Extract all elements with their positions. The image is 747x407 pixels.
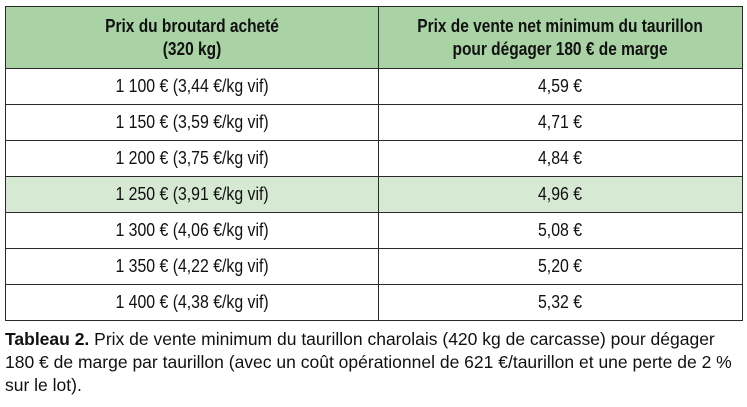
sale-price-cell	[379, 69, 743, 105]
sale-price-text: 4,96 €	[538, 184, 583, 204]
sale-price-cell	[379, 213, 743, 249]
sale-price-cell	[379, 177, 743, 213]
purchase-price-text: 1 400 € (4,38 €/kg vif)	[115, 292, 269, 312]
table-caption	[5, 328, 742, 397]
sale-price-cell	[379, 249, 743, 285]
sale-price-text: 4,59 €	[538, 76, 583, 96]
sale-price-text: 4,84 €	[538, 148, 583, 168]
purchase-price-text: 1 200 € (3,75 €/kg vif)	[115, 148, 269, 168]
header-min-sale-price-line1: Prix de vente net minimum du taurillon	[417, 15, 704, 36]
table-header-row	[6, 7, 743, 69]
table-container	[5, 6, 742, 321]
table-row	[6, 285, 743, 321]
purchase-price-cell	[6, 177, 379, 213]
table-row	[6, 105, 743, 141]
purchase-price-text: 1 100 € (3,44 €/kg vif)	[115, 76, 269, 96]
table-row-highlighted	[6, 177, 743, 213]
sale-price-cell	[379, 285, 743, 321]
sale-price-text: 4,71 €	[538, 112, 583, 132]
sale-price-text: 5,32 €	[538, 292, 583, 312]
sale-price-text: 5,08 €	[538, 220, 583, 240]
table-row	[6, 213, 743, 249]
purchase-price-text: 1 350 € (4,22 €/kg vif)	[115, 256, 269, 276]
table-row	[6, 69, 743, 105]
purchase-price-cell	[6, 141, 379, 177]
purchase-price-cell	[6, 213, 379, 249]
sale-price-text: 5,20 €	[538, 256, 583, 276]
purchase-price-cell	[6, 285, 379, 321]
header-min-sale-price-line2: pour dégager 180 € de marge	[452, 38, 669, 59]
table-row	[6, 141, 743, 177]
purchase-price-cell	[6, 105, 379, 141]
header-purchase-price	[6, 7, 379, 69]
sale-price-cell	[379, 141, 743, 177]
caption-text: Prix de vente minimum du taurillon charolais (420 kg de carcasse) pour dégager 180 € de marge par taurillon (avec un coût opérationnel de 621 €/taurillon et une perte de 2 % sur le lot).	[5, 329, 732, 395]
header-purchase-price-line2: (320 kg)	[162, 38, 222, 59]
purchase-price-cell	[6, 249, 379, 285]
price-table	[5, 6, 743, 321]
purchase-price-text: 1 250 € (3,91 €/kg vif)	[115, 184, 269, 204]
purchase-price-text: 1 300 € (4,06 €/kg vif)	[115, 220, 269, 240]
purchase-price-text: 1 150 € (3,59 €/kg vif)	[115, 112, 269, 132]
purchase-price-cell	[6, 69, 379, 105]
sale-price-cell	[379, 105, 743, 141]
table-row	[6, 249, 743, 285]
caption-label: Tableau 2.	[5, 329, 90, 349]
header-min-sale-price	[379, 7, 743, 69]
header-purchase-price-line1: Prix du broutard acheté	[105, 15, 279, 36]
